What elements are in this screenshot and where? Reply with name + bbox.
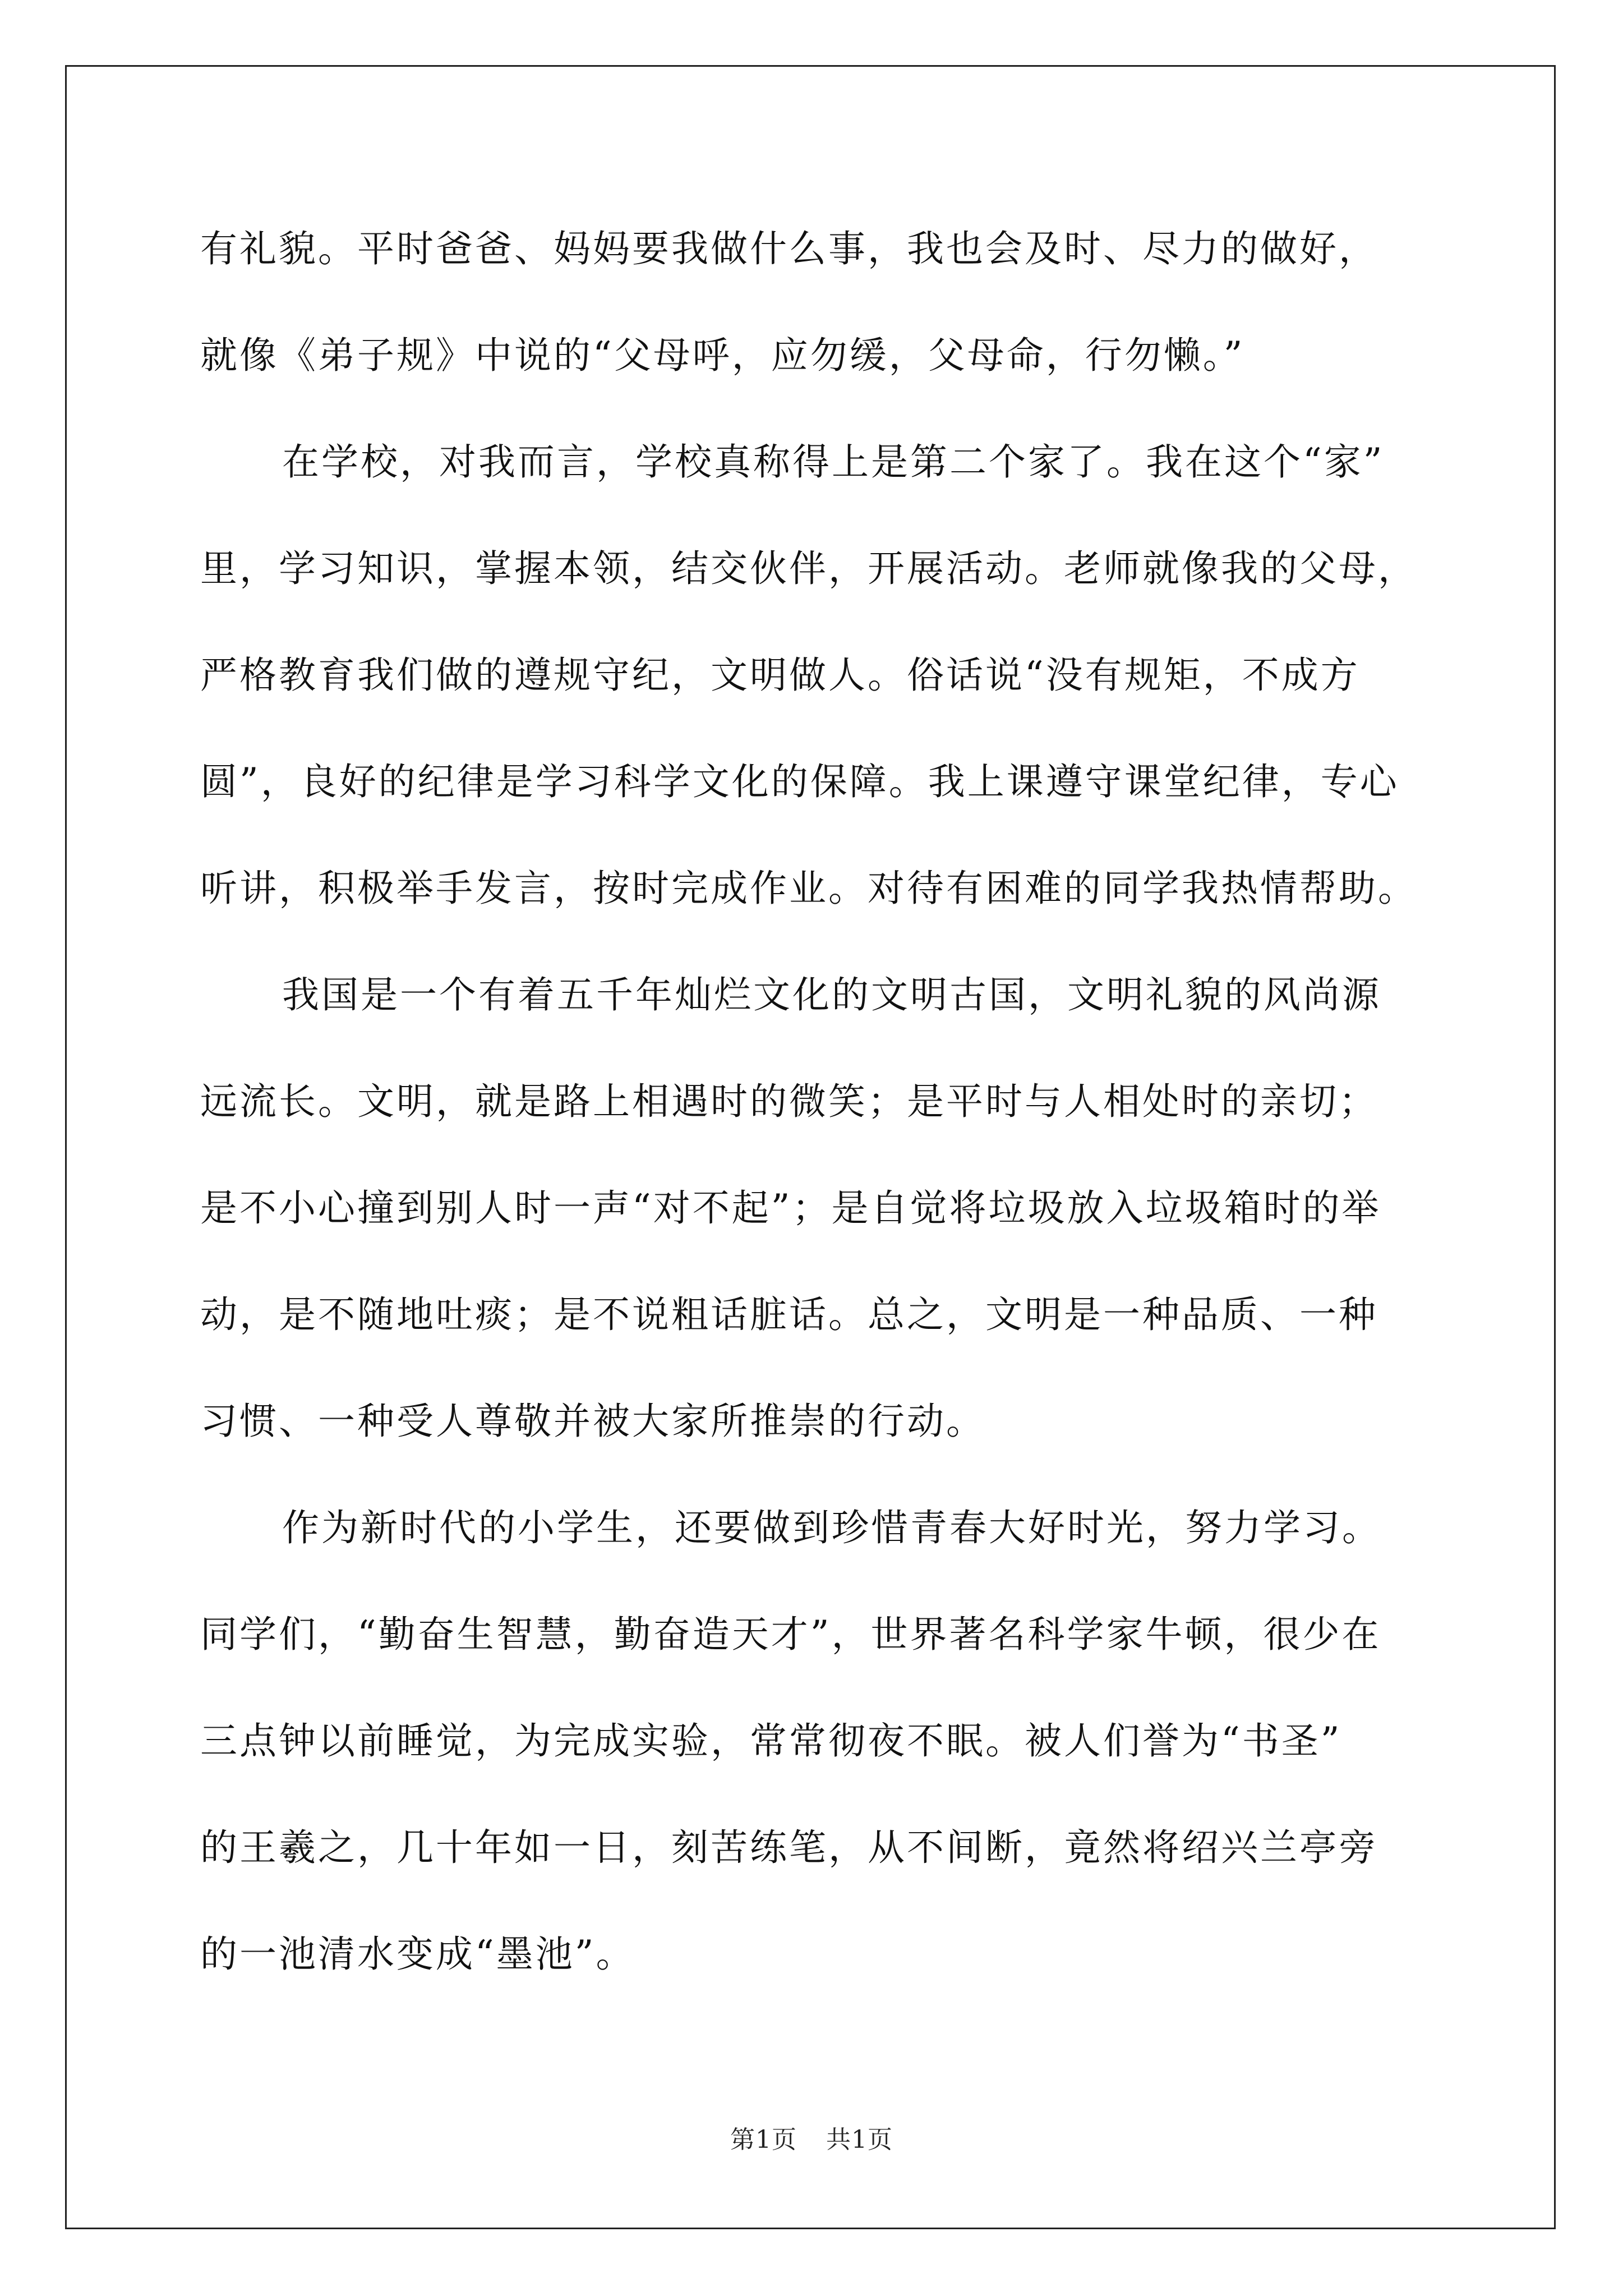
document-body [200,196,1438,2008]
text-line: 远流长。文明，就是路上相遇时的微笑；是平时与人相处时的亲切； [200,1080,1378,1123]
paragraph-start-line: 我国是一个有着五千年灿烂文化的文明古国，文明礼貌的风尚源 [282,973,1381,1016]
text-line: 就像《弟子规》中说的“父母呼，应勿缓，父母命，行勿懒。” [200,334,1245,377]
paragraph-start-line: 在学校，对我而言，学校真称得上是第二个家了。我在这个“家” [282,440,1385,484]
paragraph-start-line: 作为新时代的小学生，还要做到珍惜青春大好时光，努力学习。 [282,1506,1381,1549]
text-line: 是不小心撞到别人时一声“对不起”；是自觉将垃圾放入垃圾箱时的举 [200,1186,1381,1230]
text-line: 三点钟以前睡觉，为完成实验，常常彻夜不眠。被人们誉为“书圣” [200,1719,1342,1763]
text-line: 的一池清水变成“墨池”。 [200,1932,635,1976]
page-count: 共1页 [826,2125,893,2154]
page-number: 第1页 [730,2125,797,2154]
text-line: 里，学习知识，掌握本领，结交伙伴，开展活动。老师就像我的父母， [200,547,1417,590]
text-line: 动，是不随地吐痰；是不说粗话脏话。总之，文明是一种品质、一种 [200,1293,1378,1336]
text-line: 习惯、一种受人尊敬并被大家所推崇的行动。 [200,1400,985,1443]
text-line: 圆”，良好的纪律是学习科学文化的保障。我上课遵守课堂纪律，专心 [200,760,1399,803]
text-line: 同学们，“勤奋生智慧，勤奋造天才”，世界著名科学家牛顿，很少在 [200,1613,1381,1656]
text-line: 严格教育我们做的遵规守纪，文明做人。俗话说“没有规矩，不成方 [200,654,1360,697]
page-footer [0,2123,1623,2157]
text-line: 有礼貌。平时爸爸、妈妈要我做什么事，我也会及时、尽力的做好， [200,227,1378,270]
text-line: 的王羲之，几十年如一日，刻苦练笔，从不间断，竟然将绍兴兰亭旁 [200,1826,1378,1869]
text-line: 听讲，积极举手发言，按时完成作业。对待有困难的同学我热情帮助。 [200,867,1417,910]
